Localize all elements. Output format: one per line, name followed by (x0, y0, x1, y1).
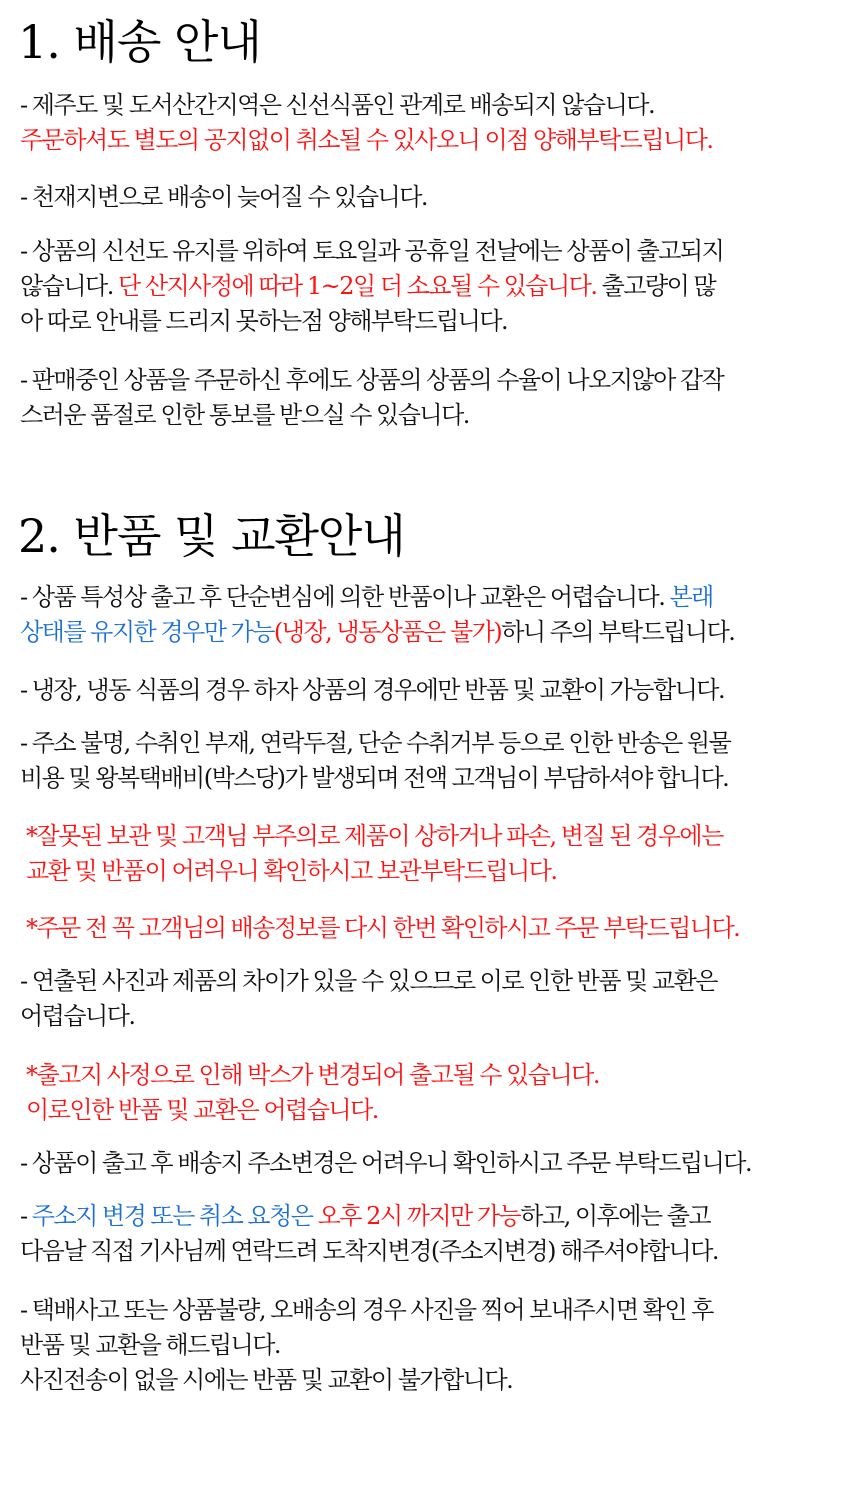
notice-warning-text: *잘못된 보관 및 고객님 부주의로 제품이 상하거나 파손, 변질 된 경우에는 (26, 822, 723, 850)
notice-item (20, 180, 860, 215)
notice-item (20, 673, 860, 708)
notice-text: 반품 및 교환을 해드립니다. (20, 1331, 281, 1359)
notice-line (20, 580, 860, 615)
notice-text: 하니 주의 부탁드립니다. (501, 618, 735, 646)
notice-warning-note (26, 911, 860, 946)
notice-warning-text: 주문하셔도 별도의 공지없이 취소될 수 있사오니 이점 양해부탁드립니다. (20, 126, 713, 154)
notice-warning-text: 오후 2시 까지만 가능 (317, 1202, 521, 1230)
notice-text: 않습니다. (20, 272, 118, 300)
notice-text: 출고량이 많 (596, 272, 716, 300)
notice-text: - 냉장, 냉동 식품의 경우 하자 상품의 경우에만 반품 및 교환이 가능합니다. (20, 676, 725, 704)
notice-text: - 연출된 사진과 제품의 차이가 있을 수 있으므로 이로 인한 반품 및 교환은 (20, 967, 717, 995)
notice-text: 다음날 직접 기사님께 연락드려 도착지변경(주소지변경) 해주셔야합니다. (20, 1237, 719, 1265)
notice-text: 스러운 품절로 인한 통보를 받으실 수 있습니다. (20, 401, 469, 429)
notice-line (20, 269, 860, 304)
notice-text: - 판매중인 상품을 주문하신 후에도 상품의 상품의 수율이 나오지않아 갑작 (20, 366, 724, 394)
section-heading-returns: 2. 반품 및 교환안내 (18, 509, 405, 563)
notice-highlight-text: 주소지 변경 또는 취소 요청은 (31, 1202, 318, 1230)
notice-item (20, 964, 860, 1034)
notice-text: - 상품 특성상 출고 후 단순변심에 의한 반품이나 교환은 어렵습니다. (20, 583, 670, 611)
notice-text: 비용 및 왕복택배비(박스당)가 발생되며 전액 고객님이 부담하셔야 합니다. (20, 764, 729, 792)
notice-warning-note (26, 819, 860, 889)
notice-warning-text: *출고지 사정으로 인해 박스가 변경되어 출고될 수 있습니다. (26, 1061, 599, 1089)
notice-warning-text: *주문 전 꼭 고객님의 배송정보를 다시 한번 확인하시고 주문 부탁드립니다. (26, 914, 740, 942)
section-heading-shipping: 1. 배송 안내 (18, 15, 261, 69)
notice-item (20, 726, 860, 796)
notice-text: 아 따로 안내를 드리지 못하는점 양해부탁드립니다. (20, 307, 508, 335)
notice-highlight-text: 상태를 유지한 경우만 가능 (20, 618, 274, 646)
notice-item (20, 363, 860, 433)
notice-text: - 상품의 신선도 유지를 위하여 토요일과 공휴일 전날에는 상품이 출고되지 (20, 237, 724, 265)
notice-text: 사진전송이 없을 시에는 반품 및 교환이 불가합니다. (20, 1366, 513, 1394)
notice-text: - 제주도 및 도서산간지역은 신선식품인 관계로 배송되지 않습니다. (20, 91, 655, 119)
notice-warning-text: 이로인한 반품 및 교환은 어렵습니다. (26, 1096, 378, 1124)
notice-text: - 천재지변으로 배송이 늦어질 수 있습니다. (20, 183, 428, 211)
notice-text: - 택배사고 또는 상품불량, 오배송의 경우 사진을 찍어 보내주시면 확인 후 (20, 1296, 713, 1324)
notice-item (20, 88, 860, 158)
notice-warning-note (26, 1058, 860, 1128)
notice-item (20, 234, 860, 339)
notice-item (20, 580, 860, 650)
notice-warning-text: 단 산지사정에 따라 1~2일 더 소요될 수 있습니다. (118, 272, 597, 300)
notice-warning-text: (냉장, 냉동상품은 불가) (273, 618, 502, 646)
notice-item (20, 1146, 860, 1181)
notice-text: 하고, 이후에는 출고 (520, 1202, 711, 1230)
notice-line (20, 615, 860, 650)
notice-text: 어렵습니다. (20, 1002, 135, 1030)
notice-line (20, 1199, 860, 1234)
notice-item (20, 1293, 860, 1398)
notice-warning-text: 교환 및 반품이 어려우니 확인하시고 보관부탁드립니다. (26, 857, 557, 885)
notice-text: - 상품이 출고 후 배송지 주소변경은 어려우니 확인하시고 주문 부탁드립니다. (20, 1149, 752, 1177)
notice-item (20, 1199, 860, 1269)
notice-text: - 주소 불명, 수취인 부재, 연락두절, 단순 수취거부 등으로 인한 반송은 원물 (20, 729, 731, 757)
notice-text: - (20, 1202, 32, 1230)
notice-highlight-text: 본래 (669, 583, 713, 611)
